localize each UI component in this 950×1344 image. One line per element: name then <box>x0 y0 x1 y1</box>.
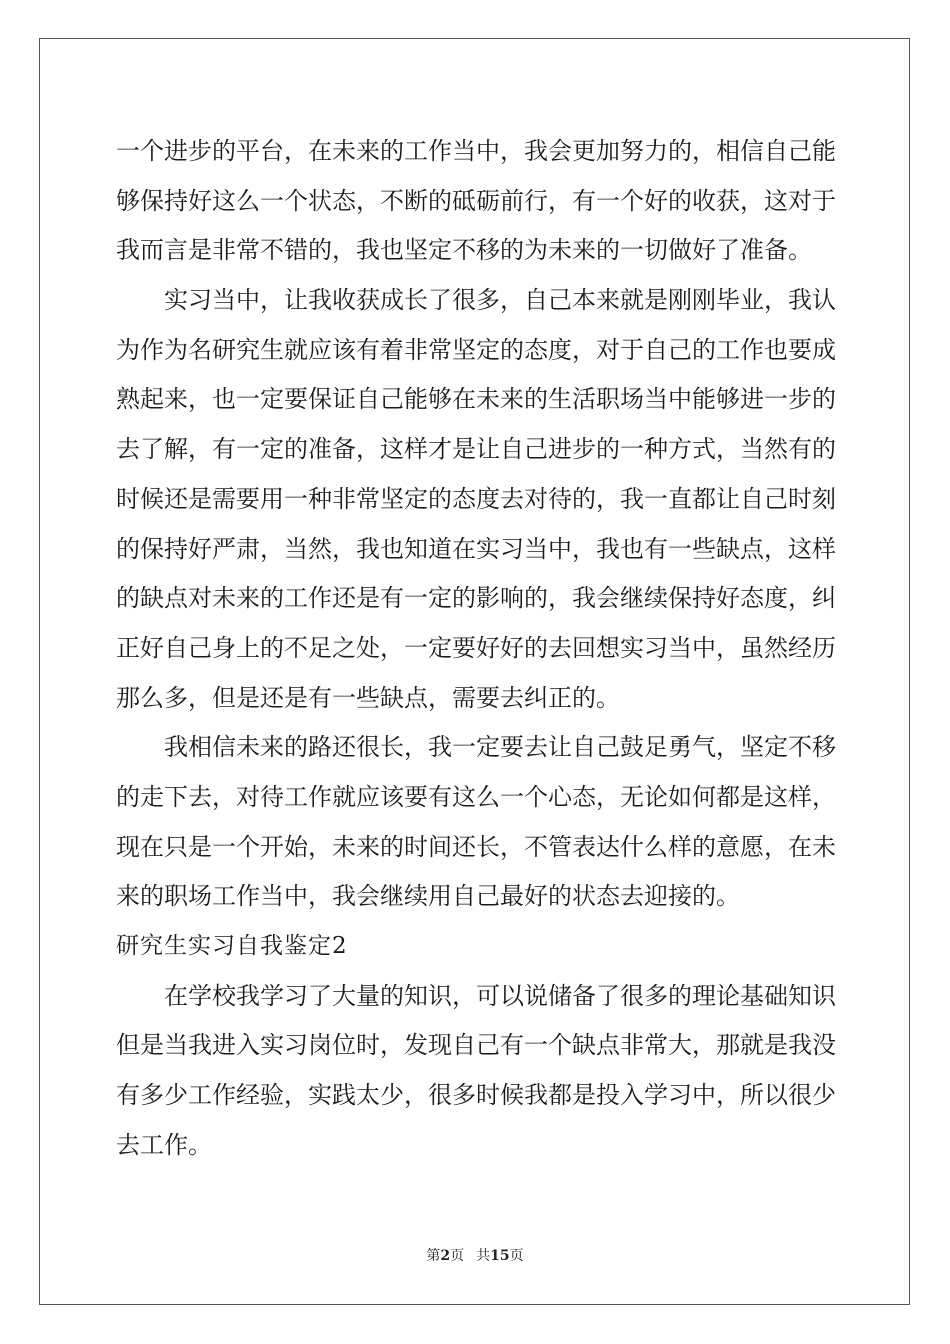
page-footer <box>0 1245 950 1265</box>
text-line: 我而言是非常不错的，我也坚定不移的为未来的一切做好了准备。 <box>116 236 812 265</box>
total-pages-number: 15 <box>490 1248 510 1264</box>
footer-prefix: 第 <box>426 1248 441 1264</box>
text-line: 为作为名研究生就应该有着非常坚定的态度，对于自己的工作也要成 <box>116 335 836 364</box>
section-heading: 研究生实习自我鉴定2 <box>116 933 348 959</box>
text-line: 够保持好这么一个状态，不断的砥砺前行，有一个好的收获，这对于 <box>116 186 836 215</box>
text-line: 的缺点对未来的工作还是有一定的影响的，我会继续保持好态度，纠 <box>116 584 836 613</box>
text-line: 我相信未来的路还很长，我一定要去让自己鼓足勇气，坚定不移 <box>164 733 836 762</box>
text-line: 一个进步的平台，在未来的工作当中，我会更加努力的，相信自己能 <box>116 137 836 165</box>
paragraph <box>116 276 836 723</box>
text-line: 熟起来，也一定要保证自己能够在未来的生活职场当中能够进一步的 <box>116 385 836 414</box>
paragraph <box>116 723 836 922</box>
text-line: 来的职场工作当中，我会继续用自己最好的状态去迎接的。 <box>116 882 740 911</box>
footer-total-suffix: 页 <box>509 1248 524 1264</box>
paragraph <box>116 972 836 1171</box>
text-line: 在学校我学习了大量的知识，可以说储备了很多的理论基础知识 <box>164 981 836 1010</box>
text-line: 实习当中，让我收获成长了很多，自己本来就是刚刚毕业，我认 <box>164 286 836 315</box>
document-body <box>116 127 836 1170</box>
text-line: 的保持好严肃，当然，我也知道在实习当中，我也有一些缺点，这样 <box>116 534 836 563</box>
text-line: 那么多，但是还是有一些缺点，需要去纠正的。 <box>116 683 620 712</box>
text-line: 去工作。 <box>116 1130 212 1159</box>
text-line: 时候还是需要用一种非常坚定的态度去对待的，我一直都让自己时刻 <box>116 484 836 513</box>
footer-total-prefix: 共 <box>476 1248 491 1264</box>
footer-page-suffix: 页 <box>450 1248 465 1264</box>
current-page-number: 2 <box>440 1248 451 1264</box>
text-line: 有多少工作经验，实践太少，很多时候我都是投入学习中，所以很少 <box>116 1081 836 1110</box>
text-line: 正好自己身上的不足之处，一定要好好的去回想实习当中，虽然经历 <box>116 633 836 662</box>
paragraph <box>116 127 836 276</box>
text-line: 去了解，有一定的准备，这样才是让自己进步的一种方式，当然有的 <box>116 435 836 464</box>
text-line: 但是当我进入实习岗位时，发现自己有一个缺点非常大，那就是我没 <box>116 1031 836 1060</box>
text-line: 的走下去，对待工作就应该要有这么一个心态，无论如何都是这样， <box>116 782 836 811</box>
text-line: 现在只是一个开始，未来的时间还长，不管表达什么样的意愿，在未 <box>116 832 836 861</box>
